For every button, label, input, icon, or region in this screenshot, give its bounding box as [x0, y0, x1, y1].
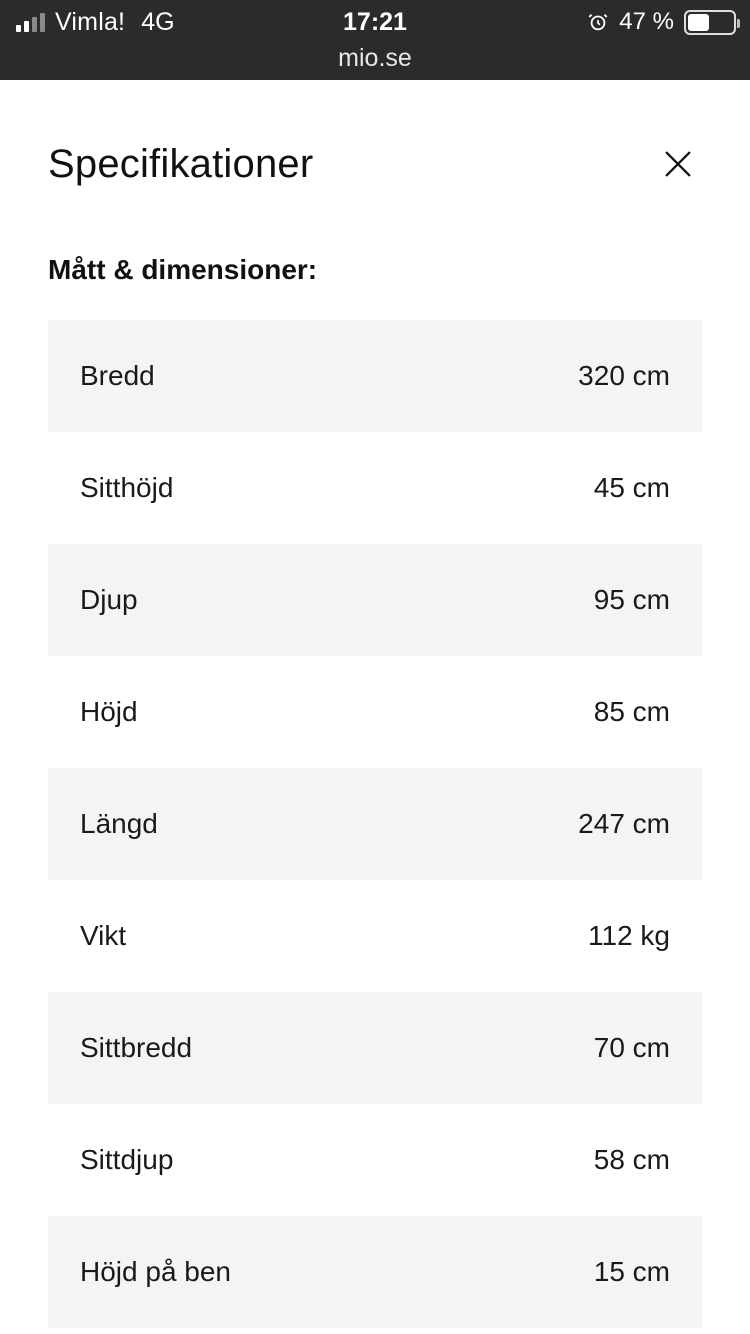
- table-row: [48, 544, 702, 656]
- table-row: [48, 1104, 702, 1216]
- network-type-label: 4G: [141, 7, 175, 36]
- status-bar: [0, 0, 750, 80]
- table-row: [48, 880, 702, 992]
- alarm-clock-icon: [587, 11, 609, 33]
- carrier-label: Vimla!: [55, 7, 126, 36]
- close-icon: [661, 147, 695, 181]
- spec-value: 45 cm: [593, 472, 670, 503]
- close-button[interactable]: [654, 140, 702, 188]
- spec-label: Sittdjup: [80, 1144, 174, 1175]
- table-row: [48, 1216, 702, 1328]
- spec-value: 15 cm: [593, 1256, 670, 1287]
- spec-value: 95 cm: [593, 584, 670, 615]
- page-url-label: mio.se: [338, 44, 412, 72]
- battery-icon: [684, 10, 736, 35]
- spec-label: Höjd på ben: [80, 1256, 232, 1287]
- table-row: [48, 656, 702, 768]
- specifications-table: [48, 320, 702, 1328]
- spec-label: Sittbredd: [80, 1032, 193, 1063]
- spec-label: Bredd: [80, 360, 155, 391]
- clock-label: 17:21: [343, 7, 407, 36]
- status-bar-right: [587, 0, 736, 44]
- spec-label: Djup: [80, 584, 138, 615]
- spec-label: Längd: [80, 808, 158, 839]
- spec-value: 320 cm: [578, 360, 670, 391]
- section-title: Mått & dimensioner:: [48, 254, 318, 285]
- spec-value: 85 cm: [593, 696, 670, 727]
- spec-label: Höjd: [80, 696, 138, 727]
- spec-label: Sitthöjd: [80, 472, 174, 503]
- sheet-header: [48, 80, 702, 208]
- specifications-sheet: [0, 80, 750, 1334]
- spec-value: 247 cm: [578, 808, 670, 839]
- spec-value: 112 kg: [588, 920, 670, 951]
- spec-value: 58 cm: [593, 1144, 670, 1175]
- table-row: [48, 768, 702, 880]
- table-row: [48, 992, 702, 1104]
- table-row: [48, 432, 702, 544]
- spec-label: Vikt: [80, 920, 127, 951]
- spec-value: 70 cm: [593, 1032, 670, 1063]
- table-row: [48, 320, 702, 432]
- page-title: Specifikationer: [48, 141, 314, 186]
- battery-percent-label: 47 %: [619, 8, 674, 35]
